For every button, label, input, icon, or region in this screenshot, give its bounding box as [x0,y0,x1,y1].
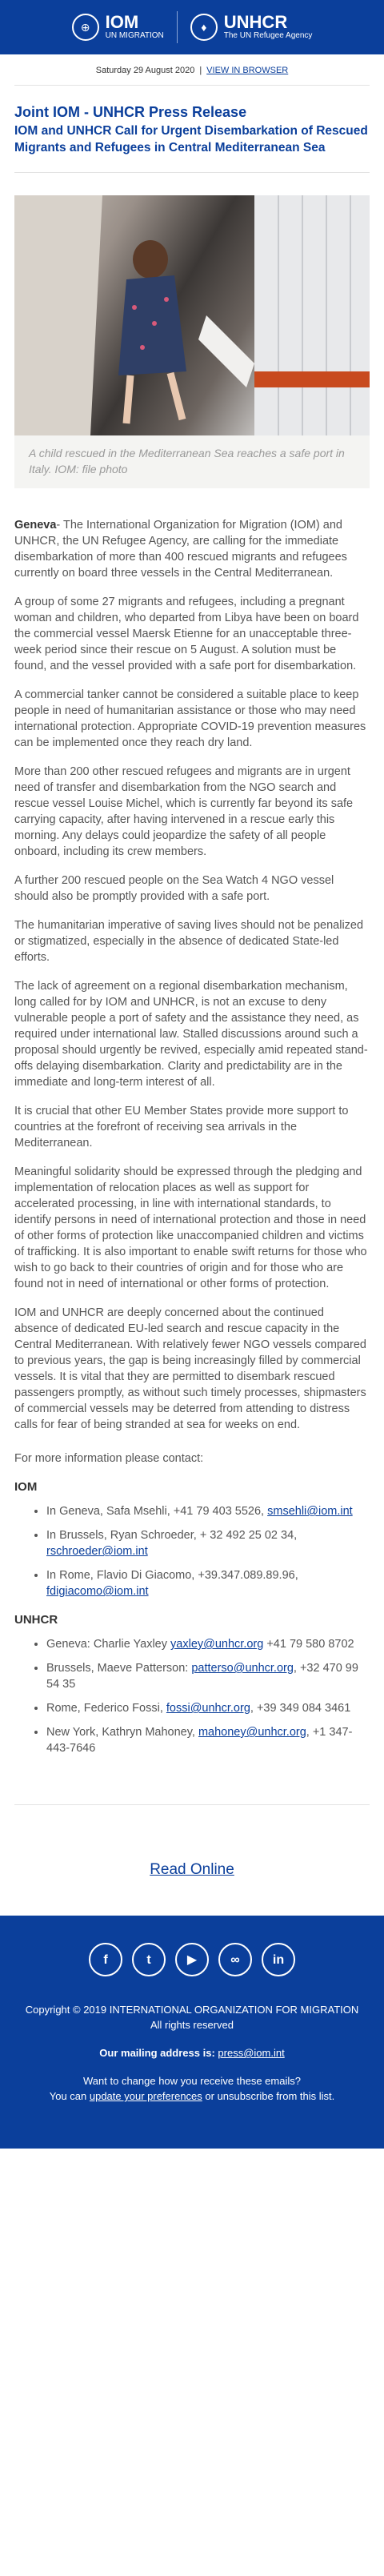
youtube-icon[interactable]: ▶ [175,1943,209,1976]
mailing-email-link[interactable]: press@iom.int [218,2047,285,2059]
unhcr-contacts-heading: UNHCR [14,1613,58,1627]
email-header [0,0,384,54]
link-icon[interactable]: ∞ [218,1943,252,1976]
social-links [16,1943,368,1976]
paragraph: The humanitarian imperative of saving lives should not be penalized or stigmatized, especially in the absence of dedicated State-led efforts. [14,919,364,964]
email-link[interactable]: smsehli@iom.int [267,1505,353,1518]
paragraph: A group of some 27 migrants and refugees, including a pregnant woman and children, who departed from Libya have been on board the commercial vessel Maersk Etienne for an unacceptable three-week period since their rescue on 5 August. A solution must be found, and the vessel provided with a safe port for disembarkation. [14,596,359,672]
linkedin-icon[interactable]: in [262,1943,295,1976]
article-body [0,488,384,1756]
paragraph: IOM and UNHCR are deeply concerned about the continued absence of dedicated EU-led search and rescue capacity in the Central Mediterranean. With relatively fewer NGO vessels compared to previous years, the gap is being increasingly filled by commercial vessels. It is vital that they are permitted to disembark rescued passengers promptly, as without such timely processes, shipmasters of commercial vessels may be deterred from attending to distress calls for fear of being stranded at sea for weeks on end. [14,1306,366,1431]
iom-logo-text: IOM [105,12,139,32]
iom-contacts-heading: IOM [14,1480,38,1494]
divider [14,172,370,173]
dateline: Saturday 29 August 2020 | VIEW IN BROWSER [95,66,289,75]
view-in-browser-link[interactable]: VIEW IN BROWSER [206,66,289,75]
unhcr-logo-subtext: The UN Refugee Agency [223,31,313,40]
paragraph [14,517,370,581]
email-link[interactable]: rschroeder@iom.int [46,1545,148,1558]
iom-contact-list [14,1503,370,1599]
paragraph: The lack of agreement on a regional disembarkation mechanism, long called for by IOM and UNHCR, is not an excuse to deny vulnerable people a port of safety and the assistance they need, as required under international law. Stalled discussions around such a proposal should urgently be revived, especially amid repeated stand-offs delaying disembarkation. Clarity and predictability are in the immediate and long-term interest of all. [14,980,368,1089]
unhcr-logo-text: UNHCR [223,12,288,32]
email-footer [0,1916,384,2149]
list-item: • Geneva: Charlie Yaxley yaxley@unhcr.org +41 79 580 8702 [46,1636,370,1652]
paragraph: Meaningful solidarity should be expressed through the pledging and implementation of relocation places as well as support for accelerated processing, in line with international standards, to identify persons in need of international protection and those in need of other forms of protection like unaccompanied children and victims of trafficking. It is also important to enable swift returns for those who wish to go back to their countries of origin and for those who are found not in need of international or other forms of protection. [14,1166,367,1290]
read-online-block [0,1861,384,1879]
unhcr-contact-list [14,1636,370,1756]
unhcr-emblem-icon: ♦ [190,14,218,41]
hero-photo [14,195,370,435]
press-release-title: Joint IOM - UNHCR Press Release [14,104,247,120]
email-link[interactable]: yaxley@unhcr.org [170,1638,264,1651]
photo-caption: A child rescued in the Mediterranean Sea reaches a safe port in Italy. IOM: file photo [14,435,370,488]
list-item: • In Brussels, Ryan Schroeder, + 32 492 25 02 34, rschroeder@iom.int [46,1527,370,1559]
paragraph: A further 200 rescued people on the Sea Watch 4 NGO vessel should also be promptly provided with a safe port. [14,874,334,903]
iom-logo-subtext: UN MIGRATION [105,31,164,40]
paragraph: It is crucial that other EU Member States provide more support to countries at the forefront of receiving sea arrivals in the Mediterranean. [14,1105,349,1150]
mailing-address: Our mailing address is: press@iom.int [99,2047,285,2059]
update-preferences-link[interactable]: update your preferences [89,2090,202,2102]
paragraph-text: - The International Organization for Migration (IOM) and UNHCR, the UN Refugee Agency, are calling for the immediate disembarkation of more than 400 rescued migrants and refugees currently on board three vessels in the Central Mediterranean. [14,519,347,580]
unhcr-logo [190,14,313,41]
dateline-location: Geneva [14,519,57,532]
title-block [0,86,384,172]
twitter-icon[interactable]: t [132,1943,166,1976]
paragraph: A commercial tanker cannot be considered a suitable place to keep people in need of humanitarian assistance or those who may need international protection. Appropriate COVID-19 prevention measures can be implemented once they reach dry land. [14,688,366,749]
email-link[interactable]: mahoney@unhcr.org [198,1726,306,1739]
paragraph: More than 200 other rescued refugees and migrants are in urgent need of transfer and disembarkation from the NGO search and rescue vessel Louise Michel, which is currently far beyond its safe carrying capacity, after having intervened in a rescue early this morning. Any delays could jeopardize the safety of all people onboard, including its crew members. [14,765,354,858]
list-item: • In Geneva, Safa Msehli, +41 79 403 5526, smsehli@iom.int [46,1503,370,1519]
email-link[interactable]: fossi@unhcr.org [166,1702,250,1715]
facebook-icon[interactable]: f [89,1943,122,1976]
list-item: • Brussels, Maeve Patterson: patterso@unhcr.org, +32 470 99 54 35 [46,1660,370,1692]
email-link[interactable]: fdigiacomo@iom.int [46,1585,149,1598]
divider [14,1804,370,1805]
issue-date: Saturday 29 August 2020 [95,66,195,75]
list-item: • New York, Kathryn Mahoney, mahoney@unhcr.org, +1 347-443-7646 [46,1724,370,1756]
iom-logo [72,14,164,41]
un-emblem-icon: ⊕ [72,14,99,41]
email-link[interactable]: patterso@unhcr.org [191,1662,294,1675]
copyright: Copyright © 2019 INTERNATIONAL ORGANIZATION FOR MIGRATION All rights reserved [25,2004,359,2031]
list-item: • In Rome, Flavio Di Giacomo, +39.347.089.89.96, fdigiacomo@iom.int [46,1567,370,1599]
preferences-note: Want to change how you receive these emails? You can update your preferences or unsubscribe from this list. [49,2075,335,2102]
read-online-link[interactable]: Read Online [150,1861,234,1878]
hero-photo-illustration [14,195,370,435]
logo-divider [177,11,178,43]
press-release-headline: IOM and UNHCR Call for Urgent Disembarkation of Rescued Migrants and Refugees in Central Mediterranean Sea [14,124,368,154]
list-item: • Rome, Federico Fossi, fossi@unhcr.org, +39 349 084 3461 [46,1700,370,1716]
contact-intro: For more information please contact: [14,1452,204,1465]
